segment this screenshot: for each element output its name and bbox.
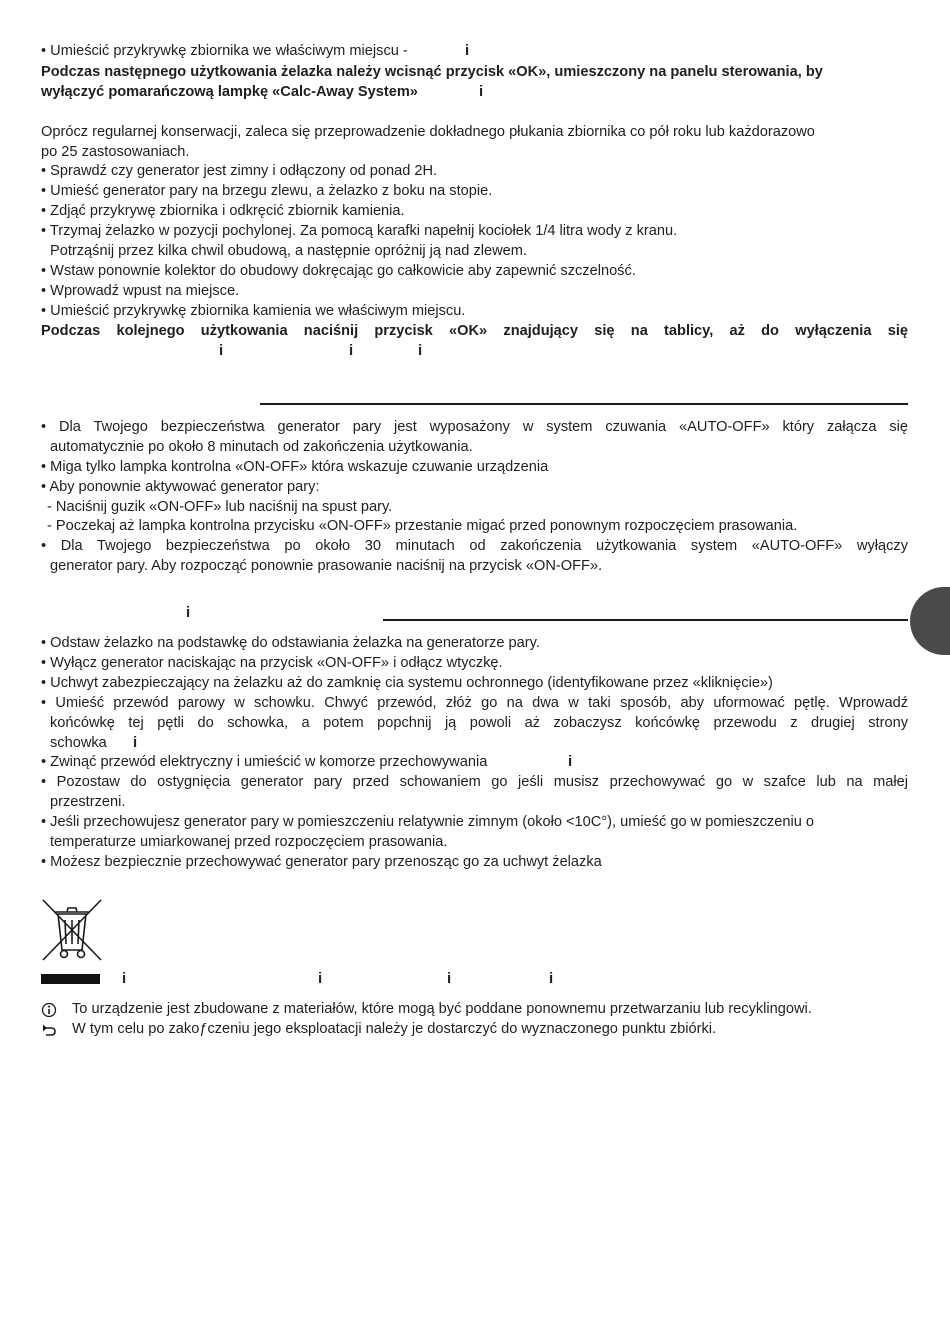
glyph-marker: i <box>479 83 484 100</box>
glyph-marker: i <box>549 970 554 987</box>
paragraph-line: po 25 zastosowaniach. <box>41 144 190 160</box>
section-divider <box>383 619 908 621</box>
sub-list-item: - Poczekaj aż lampka kontrolna przycisku «ON-OFF» przestanie migać przed ponownym rozpoczęciem prasowania. <box>47 518 798 534</box>
list-item: • Możesz bezpiecznie przechowywać generator pary przenosząc go za uchwyt żelazka <box>41 854 602 870</box>
glyph-marker: i <box>418 342 423 359</box>
glyph-marker: i <box>186 604 191 621</box>
list-item: • Uchwyt zabezpieczający na żelazku aż do zamknię cia systemu ochronnego (identyfikowane przez «kliknięcie») <box>41 675 773 691</box>
list-item: • Pozostaw do ostygnięcia generator pary przed schowaniem go jeśli musisz przechowywać go w szafce lub na małej <box>41 774 908 790</box>
glyph-marker: i <box>568 753 573 770</box>
recycle-note: To urządzenie jest zbudowane z materiałów, które mogą być poddane ponownemu przetwarzaniu lub recyklingowi. <box>72 1001 812 1017</box>
info-circle-icon <box>41 1002 57 1018</box>
list-item: • Dla Twojego bezpieczeństwa po około 30 minutach od zakończenia użytkowania system «AUTO-OFF» wyłączy <box>41 538 908 554</box>
list-item: • Jeśli przechowujesz generator pary w pomieszczeniu relatywnie zimnym (około <10C°), umieść go w pomieszczeniu o <box>41 814 814 830</box>
list-item-continuation: przestrzeni. <box>50 794 126 810</box>
list-item: • Umieść generator pary na brzegu zlewu, a żelazko z boku na stopie. <box>41 183 493 199</box>
glyph-marker: i <box>133 734 138 751</box>
glyph-marker: i <box>122 970 127 987</box>
weee-black-bar <box>41 974 100 984</box>
list-item: • Trzymaj żelazko w pozycji pochylonej. Za pomocą karafki napełnij kociołek 1/4 litra wody z kranu. <box>41 223 678 239</box>
page-edge-tab <box>910 587 950 655</box>
list-item: • Umieścić przykrywkę zbiornika kamienia we właściwym miejscu. <box>41 303 466 319</box>
list-item: • Dla Twojego bezpieczeństwa generator pary jest wyposażony w system czuwania «AUTO-OFF» który załącza się <box>41 419 908 435</box>
bold-note-line: Podczas następnego użytkowania żelazka należy wcisnąć przycisk «OK», umieszczony na panelu sterowania, by <box>41 64 823 80</box>
list-item: • Miga tylko lampka kontrolna «ON-OFF» która wskazuje czuwanie urządzenia <box>41 459 549 475</box>
hook-arrow-icon <box>41 1022 57 1038</box>
paragraph-line: Oprócz regularnej konserwacji, zaleca się przeprowadzenie dokładnego płukania zbiornika co pół roku lub każdorazowo <box>41 124 815 140</box>
glyph-marker: i <box>349 342 354 359</box>
bold-note-line: wyłączyć pomarańczową lampkę «Calc-Away System» <box>41 84 418 100</box>
list-item: • Sprawdź czy generator jest zimny i odłączony od ponad 2H. <box>41 163 438 179</box>
section-divider <box>260 403 908 405</box>
list-item-continuation: schowka <box>50 735 107 751</box>
list-item: • Zwinąć przewód elektryczny i umieścić w komorze przechowywania <box>41 754 488 770</box>
list-item: • Wprowadź wpust na miejsce. <box>41 283 240 299</box>
list-item: • Aby ponownie aktywować generator pary: <box>41 479 320 495</box>
list-item-continuation: automatycznie po około 8 minutach od zakończenia użytkowania. <box>50 439 473 455</box>
glyph-marker: i <box>447 970 452 987</box>
crossed-out-wheelie-bin-icon <box>41 898 103 964</box>
delivery-note: W tym celu po zakoƒczeniu jego eksploatacji należy je dostarczyć do wyznaczonego punktu zbiórki. <box>72 1021 717 1037</box>
list-item-continuation: Potrząśnij przez kilka chwil obudową, a następnie opróżnij ją nad zlewem. <box>50 243 527 259</box>
list-item: • Zdjąć przykrywę zbiornika i odkręcić zbiornik kamienia. <box>41 203 405 219</box>
text-line: • Umieścić przykrywkę zbiornika we właściwym miejscu - <box>41 43 408 59</box>
list-item: • Umieść przewód parowy w schowku. Chwyć przewód, złóż go na dwa w taki sposób, aby uformować pętlę. Wprowadź <box>41 695 908 711</box>
list-item-continuation: temperaturze umiarkowanej przed rozpoczęciem prasowania. <box>50 834 448 850</box>
bold-note-line: Podczas kolejnego użytkowania naciśnij przycisk «OK» znajdujący się na tablicy, aż do wyłączenia się <box>41 323 908 339</box>
glyph-marker: i <box>219 342 224 359</box>
list-item: • Wstaw ponownie kolektor do obudowy dokręcając go całkowicie aby zapewnić szczelność. <box>41 263 636 279</box>
list-item-continuation: generator pary. Aby rozpocząć ponownie prasowanie naciśnij na przycisk «ON-OFF». <box>50 558 603 574</box>
list-item: • Odstaw żelazko na podstawkę do odstawiania żelazka na generatorze pary. <box>41 635 540 651</box>
sub-list-item: - Naciśnij guzik «ON-OFF» lub naciśnij na spust pary. <box>47 499 393 515</box>
list-item: • Wyłącz generator naciskając na przycisk «ON-OFF» i odłącz wtyczkę. <box>41 655 503 671</box>
glyph-marker: i <box>318 970 323 987</box>
list-item-continuation: końcówkę tej pętli do schowka, a potem popchnij ją powoli aż zobaczysz końcówkę przewodu z drugiej strony <box>50 715 908 731</box>
glyph-marker: i <box>465 42 470 59</box>
